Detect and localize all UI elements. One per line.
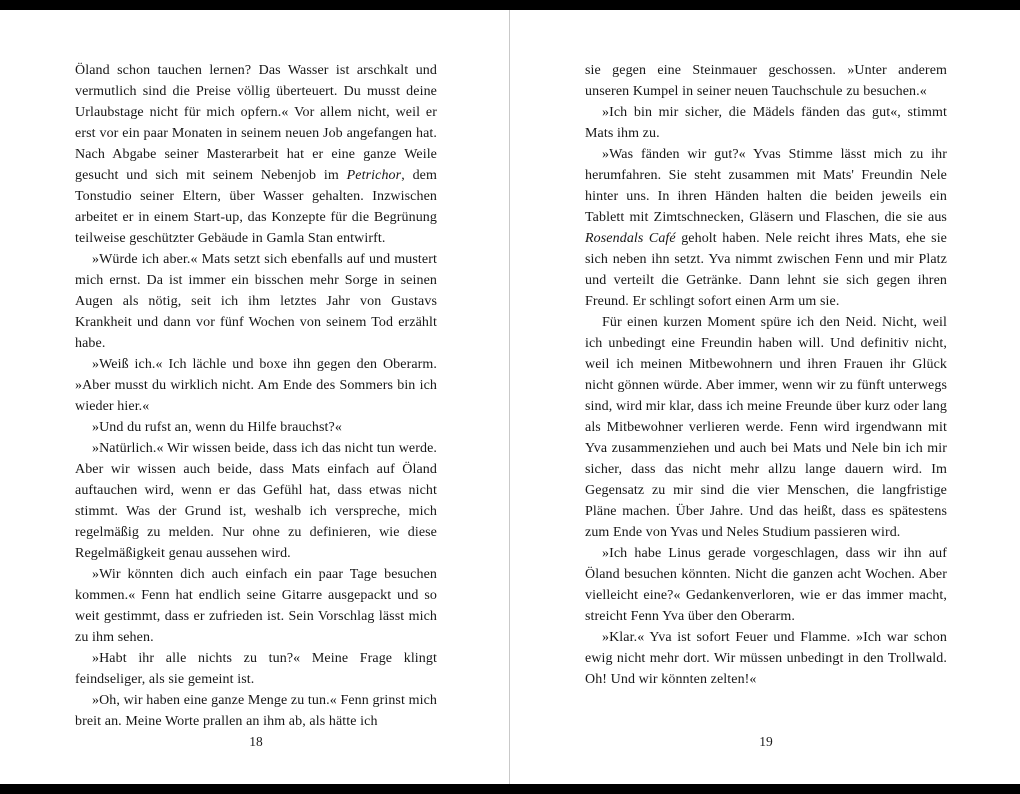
- right-page-text: [585, 60, 947, 690]
- page-divider: [509, 10, 510, 784]
- paragraph: »Was fänden wir gut?« Yvas Stimme lässt mich zu ihr herumfahren. Sie steht zusammen mit Mats' Freundin Nele hinter uns. In ihren Händen halten die beiden jeweils ein Tablett mit Zimtschnecken, Gläsern und Flaschen, die sie aus Rosendals Café geholt haben. Nele reicht ihres Mats, ehe sie sich neben ihn setzt. Yva nimmt zwischen Fenn und mir Platz und verteilt die Getränke. Dann lehnt sie sich gegen ihren Freund. Er schlingt sofort einen Arm um sie.: [585, 147, 947, 309]
- paragraph: Öland schon tauchen lernen? Das Wasser ist arschkalt und vermutlich sind die Preise völlig überteuert. Du musst deine Urlaubstage nicht für mich opfern.« Vor allem nicht, weil er erst vor ein paar Monaten in seinem neuen Job angefangen hat. Nach Abgabe seiner Masterarbeit hat er eine ganze Weile gesucht und sich mit seinem Nebenjob im Petrichor, dem Tonstudio seiner Eltern, über Wasser gehalten. Inzwischen arbeitet er in einem Start-up, das Konzepte für die Begrünung teilweise geschützter Gebäude in Gamla Stan entwirft.: [75, 63, 437, 246]
- page-number-left: 18: [249, 734, 263, 749]
- paragraph: »Habt ihr alle nichts zu tun?« Meine Frage klingt feindseliger, als sie gemeint ist.: [75, 651, 437, 687]
- bottom-bar: [0, 784, 1020, 794]
- paragraph: »Natürlich.« Wir wissen beide, dass ich das nicht tun werde. Aber wir wissen auch beide, dass Mats einfach auf Öland auftauchen wird, wenn er das Gefühl hat, dass etwas nicht stimmt. Was der Grund ist, weshalb ich verspreche, mich regelmäßig zu melden. Nur ohne zu definieren, wie diese Regelmäßigkeit genau aussehen wird.: [75, 441, 437, 561]
- paragraph: »Wir könnten dich auch einfach ein paar Tage besuchen kommen.« Fenn hat endlich seine Gitarre ausgepackt und so weit gestimmt, dass er zufrieden ist. Sein Vorschlag lässt mich zu ihm sehen.: [75, 567, 437, 645]
- paragraph: »Und du rufst an, wenn du Hilfe brauchst?«: [92, 420, 342, 435]
- right-page: [510, 10, 1020, 784]
- paragraph: sie gegen eine Steinmauer geschossen. »Unter anderem unseren Kumpel in seiner neuen Tauchschule zu besuchen.«: [585, 63, 947, 99]
- paragraph: »Weiß ich.« Ich lächle und boxe ihn gegen den Oberarm. »Aber musst du wirklich nicht. Am Ende des Sommers bin ich wieder hier.«: [75, 357, 437, 414]
- paragraph: »Klar.« Yva ist sofort Feuer und Flamme. »Ich war schon ewig nicht mehr dort. Wir müssen unbedingt in den Trollwald. Oh! Und wir könnten zelten!«: [585, 630, 947, 687]
- book-spread: [0, 10, 1020, 784]
- paragraph: »Würde ich aber.« Mats setzt sich ebenfalls auf und mustert mich ernst. Da ist immer ein bisschen mehr Sorge in seinen Augen als nötig, seit ich ihm letztes Jahr von Gustavs Krankheit und dann vor fünf Wochen von seinem Tod erzählt habe.: [75, 252, 437, 351]
- paragraph: »Ich habe Linus gerade vorgeschlagen, dass wir ihn auf Öland besuchen könnten. Nicht die ganzen acht Wochen. Aber vielleicht eine?« Gedankenverloren, wie er das immer macht, streicht Fenn Yva über den Oberarm.: [585, 546, 947, 624]
- top-bar: [0, 0, 1020, 10]
- paragraph: »Ich bin mir sicher, die Mädels fänden das gut«, stimmt Mats ihm zu.: [585, 105, 947, 141]
- left-page-text: [75, 60, 437, 732]
- paragraph: »Oh, wir haben eine ganze Menge zu tun.« Fenn grinst mich breit an. Meine Worte prallen an ihm ab, als hätte ich: [75, 693, 437, 729]
- paragraph: Für einen kurzen Moment spüre ich den Neid. Nicht, weil ich unbedingt eine Freundin haben will. Und definitiv nicht, weil ich meinen Mitbewohnern und ihren Frauen ihr Glück nicht gönnen würde. Aber immer, wenn wir zu fünft unterwegs sind, wird mir klar, dass ich meine Freunde über kurz oder lang als Mitbewohner verlieren werde. Fenn wird irgendwann mit Yva zusammenziehen und auch bei Mats und Nele bin ich mir sicher, dass das nicht mehr allzu lange dauern wird. Im Gegensatz zu mir sind die vier Menschen, die langfristige Pläne machen. Über Jahre. Und das heißt, dass es spätestens zum Ende von Yvas und Neles Studium passieren wird.: [585, 315, 947, 540]
- page-number-right: 19: [759, 734, 773, 749]
- left-page: [0, 10, 510, 784]
